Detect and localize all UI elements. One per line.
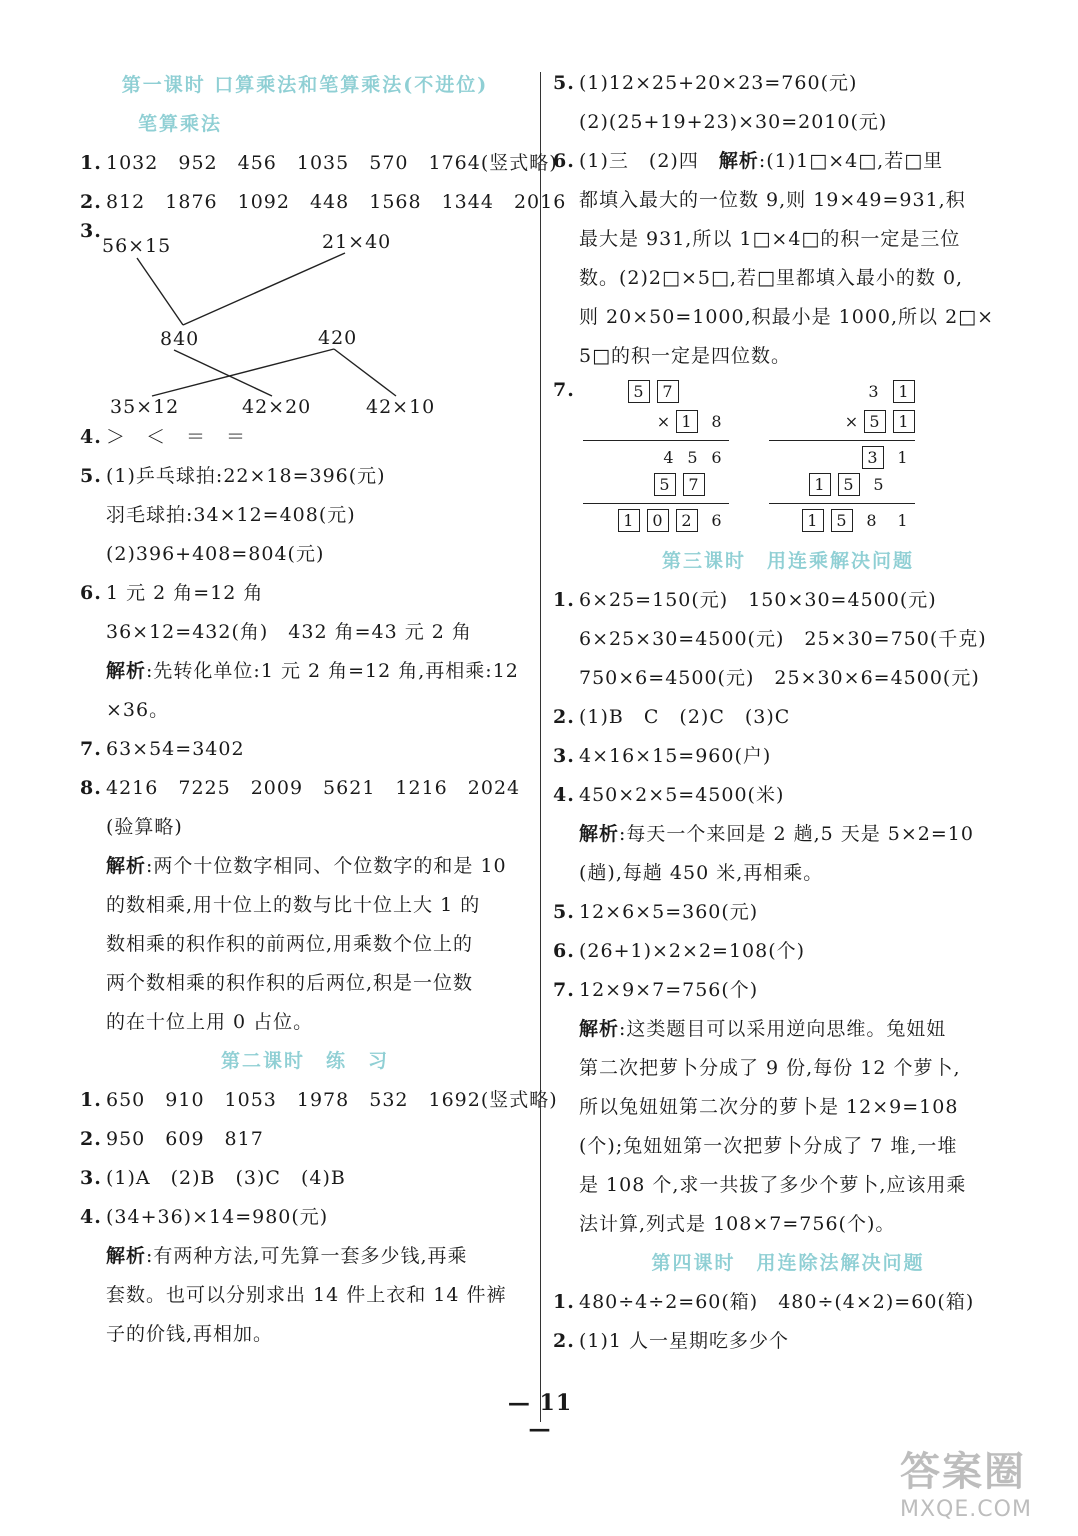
analysis-text: 数。(2)2□×5□,若□里都填入最小的数 0,: [579, 267, 964, 289]
analysis-text: :这类题目可以采用逆向思维。兔妞妞: [619, 1018, 947, 1040]
answer-text: 1 元 2 角=12 角: [106, 582, 264, 604]
answer-s1-line: 6×25×30=4500(元) 25×30=750(千克): [579, 628, 987, 650]
analysis-text: :(1)1□×4□,若□里: [758, 150, 944, 172]
page-number: — 11 —: [507, 1390, 573, 1442]
calc-row-1: [583, 380, 729, 410]
answer-s3: [553, 737, 1023, 776]
item-number: 2.: [553, 1330, 575, 1352]
answer-text: 950 609 817: [106, 1128, 264, 1150]
match-line: [137, 258, 183, 325]
times-sign: ×: [656, 412, 672, 431]
calc-row-2: [583, 410, 729, 441]
digit: 8: [866, 511, 878, 530]
digit-box: 1: [809, 473, 831, 496]
answer-s4: [553, 776, 1023, 815]
answer-text: 450×2×5=4500(米): [579, 784, 785, 806]
item-number: 6.: [553, 150, 575, 172]
analysis-text: 套数。也可以分别求出 14 件上衣和 14 件裤: [106, 1284, 507, 1306]
analysis-text: 是 108 个,求一共拔了多少个萝卜,应该用乘: [579, 1174, 967, 1196]
digit-box: 7: [683, 473, 705, 496]
match-line: [334, 349, 396, 396]
analysis-text: 5□的积一定是四位数。: [579, 345, 792, 367]
section-title-4: 第四课时 用连除法解决问题: [651, 1252, 925, 1274]
answer-text: 650 910 1053 1978 532 1692(竖式略): [106, 1089, 558, 1111]
match-bot-3: 42×10: [366, 396, 436, 418]
answer-d1: [553, 1283, 1023, 1322]
answer-6: [80, 574, 530, 613]
match-line: [174, 350, 272, 396]
item-number: 5.: [553, 72, 575, 94]
answer-text: (1)12×25+20×23=760(元): [579, 72, 858, 94]
answer-text: 6×25=150(元) 150×30=4500(元): [579, 589, 937, 611]
answer-text: (34+36)×14=980(元): [106, 1206, 329, 1228]
match-bot-1: 35×12: [110, 396, 180, 418]
watermark-url: MXQE.COM: [900, 1497, 1032, 1522]
item-number: 5.: [80, 465, 102, 487]
analysis-text: 所以兔妞妞第二次分的萝卜是 12×9=108: [579, 1096, 959, 1118]
watermark-logo: [900, 1440, 1070, 1526]
answer-text: 1032 952 456 1035 570 1764(竖式略): [106, 152, 558, 174]
times-sign: ×: [844, 412, 860, 431]
digit: 6: [711, 448, 723, 467]
digit-box: 1: [618, 509, 640, 532]
digit-box: 1: [893, 380, 915, 403]
analysis-text: 子的价钱,再相加。: [106, 1323, 274, 1345]
calc-row-3: [769, 441, 915, 473]
analysis-label: 解析: [106, 660, 147, 682]
analysis-text: 第二次把萝卜分成了 9 份,每份 12 个萝卜,: [579, 1057, 961, 1079]
practice-1: [80, 1081, 558, 1120]
answer-d2: [553, 1322, 1023, 1361]
practice-3: [80, 1159, 530, 1198]
calc-row-4: [769, 473, 915, 504]
item-number: 1.: [80, 1089, 102, 1111]
analysis-text: 法计算,列式是 108×7=756(个)。: [579, 1213, 896, 1235]
item-number: 2.: [553, 706, 575, 728]
digit-box: 1: [893, 410, 915, 433]
analysis-label: 解析: [106, 855, 147, 877]
digit: 6: [711, 511, 723, 530]
digit: 1: [897, 448, 909, 467]
digit-box: 1: [676, 410, 698, 433]
item-number: 3.: [80, 220, 102, 242]
section-title-3: 第三课时 用连乘解决问题: [661, 550, 914, 572]
answer-text: 4216 7225 2009 5621 1216 2024: [106, 777, 521, 799]
item-number: 6.: [80, 582, 102, 604]
answer-8: [80, 769, 530, 808]
right-column: [553, 64, 1023, 1361]
digit-box: 1: [802, 509, 824, 532]
answer-text: 480÷4÷2=60(箱) 480÷(4×2)=60(箱): [579, 1291, 975, 1313]
answer-text: (1)三 (2)四: [579, 150, 719, 172]
answer-5-line: (2)396+408=804(元): [106, 543, 325, 565]
answer-8-analysis: [80, 847, 530, 886]
section-title-1: 第一课时 口算乘法和笔算乘法(不进位): [121, 74, 489, 96]
answer-5-line: 羽毛球拍:34×12=408(元): [106, 504, 356, 526]
practice-4: [80, 1198, 530, 1237]
answer-s7-analysis: [553, 1010, 1023, 1049]
item-number: 4.: [80, 1206, 102, 1228]
digit-box: 0: [647, 509, 669, 532]
practice-2: [80, 1120, 530, 1159]
answer-3-matching: [80, 222, 530, 418]
item-number: 7.: [553, 979, 575, 1001]
answer-6-analysis: [80, 652, 530, 691]
section-subtitle-1: 笔算乘法: [137, 113, 222, 135]
answer-text: (1)B C (2)C (3)C: [579, 706, 791, 728]
digit: 1: [897, 511, 909, 530]
match-top-left: 56×15: [102, 235, 172, 257]
item-number: 2.: [80, 1128, 102, 1150]
match-top-right: 21×40: [322, 231, 392, 253]
answer-s2: [553, 698, 1023, 737]
answer-text: 812 1876 1092 448 1568 1344 2016: [106, 191, 567, 213]
digit: 4: [663, 448, 675, 467]
item-number: 1.: [553, 589, 575, 611]
calc-row-2: [769, 410, 915, 441]
item-number: 6.: [553, 940, 575, 962]
analysis-text: ×36。: [106, 699, 170, 721]
match-line: [152, 349, 334, 396]
digit-box: 5: [864, 410, 886, 433]
item-number: 4.: [553, 784, 575, 806]
answer-2: [80, 183, 567, 222]
answer-text: (1)1 人一星期吃多少个: [579, 1330, 790, 1352]
answer-text: (1)乒乓球拍:22×18=396(元): [106, 465, 386, 487]
calc-row-5: [769, 504, 915, 536]
answer-4: [80, 418, 530, 457]
digit: 8: [711, 412, 723, 431]
digit-box: 3: [862, 446, 884, 469]
item-number: 3.: [553, 745, 575, 767]
answer-s7: [553, 971, 1023, 1010]
vertical-calc-a: [583, 380, 729, 536]
item-number: 1.: [553, 1291, 575, 1313]
answer-text: (1)A (2)B (3)C (4)B: [106, 1167, 346, 1189]
calc-row-5: [583, 504, 729, 536]
analysis-text: 则 20×50=1000,积最小是 1000,所以 2□×: [579, 306, 995, 328]
item-number: 7.: [80, 738, 102, 760]
answer-s1: [553, 581, 1023, 620]
answer-5: [80, 457, 530, 496]
digit-box: 2: [676, 509, 698, 532]
analysis-text: 的数相乘,用十位上的数与比十位上大 1 的: [106, 894, 481, 916]
item-number: 2.: [80, 191, 102, 213]
calc-row-3: [583, 441, 729, 473]
answer-text: 12×6×5=360(元): [579, 901, 759, 923]
analysis-text: 数相乘的积作积的前两位,用乘数个位上的: [106, 933, 474, 955]
digit: 3: [868, 382, 880, 401]
analysis-text: :先转化单位:1 元 2 角=12 角,再相乘:12: [146, 660, 519, 682]
digit-box: 5: [628, 380, 650, 403]
item-number: 8.: [80, 777, 102, 799]
answer-text: (26+1)×2×2=108(个): [579, 940, 806, 962]
answer-1: [80, 144, 558, 183]
analysis-text: (个);兔妞妞第一次把萝卜分成了 7 堆,一堆: [579, 1135, 958, 1157]
answer-text: 4×16×15=960(户): [579, 745, 772, 767]
answer-r5: [553, 64, 1023, 103]
analysis-text: 最大是 931,所以 1□×4□的积一定是三位: [579, 228, 961, 250]
analysis-label: 解析: [718, 150, 759, 172]
calc-row-4: [583, 473, 729, 504]
match-mid-left: 840: [160, 328, 200, 350]
practice-4-analysis: [80, 1237, 530, 1276]
analysis-text: :两个十位数字相同、个位数字的和是 10: [146, 855, 507, 877]
item-number: 7.: [553, 379, 575, 401]
watermark-text: 答案圈: [900, 1449, 1026, 1495]
answer-s4-analysis: [553, 815, 1023, 854]
digit-box: 5: [838, 473, 860, 496]
analysis-label: 解析: [579, 1018, 620, 1040]
answer-r5-line: (2)(25+19+23)×30=2010(元): [579, 111, 888, 133]
vertical-calc-b: [769, 380, 915, 536]
match-mid-right: 420: [318, 327, 358, 349]
answer-s5: [553, 893, 1023, 932]
item-number: 1.: [80, 152, 102, 174]
digit: 5: [687, 448, 699, 467]
analysis-text: :每天一个来回是 2 趟,5 天是 5×2=10: [619, 823, 974, 845]
digit: 5: [873, 475, 885, 494]
answer-7: [80, 730, 530, 769]
analysis-text: :有两种方法,可先算一套多少钱,再乘: [146, 1245, 468, 1267]
section-title-2: 第二课时 练 习: [220, 1050, 389, 1072]
analysis-text: 的在十位上用 0 占位。: [106, 1011, 314, 1033]
digit-box: 5: [831, 509, 853, 532]
answer-text: ＞ ＜ ＝ ＝: [106, 426, 247, 448]
matching-diagram: [80, 222, 530, 418]
answer-text: 12×9×7=756(个): [579, 979, 759, 1001]
analysis-label: 解析: [579, 823, 620, 845]
answer-8-line: (验算略): [106, 816, 183, 838]
item-number: 5.: [553, 901, 575, 923]
analysis-label: 解析: [106, 1245, 147, 1267]
answer-r7-vertical-calcs: [553, 376, 1023, 542]
digit-box: 7: [657, 380, 679, 403]
item-number: 3.: [80, 1167, 102, 1189]
item-number: 4.: [80, 426, 102, 448]
match-line: [183, 253, 345, 325]
left-column: [80, 64, 567, 1354]
calc-row-1: [769, 380, 915, 410]
answer-s1-line: 750×6=4500(元) 25×30×6=4500(元): [579, 667, 980, 689]
digit-box: 5: [654, 473, 676, 496]
answer-s6: [553, 932, 1023, 971]
match-bot-2: 42×20: [242, 396, 312, 418]
analysis-text: 两个数相乘的积作积的后两位,积是一位数: [106, 972, 474, 994]
answer-r6: [553, 142, 1023, 181]
answer-6-line: 36×12=432(角) 432 角=43 元 2 角: [106, 621, 472, 643]
column-divider: [540, 72, 541, 1422]
analysis-text: (趟),每趟 450 米,再相乘。: [579, 862, 824, 884]
answer-text: 63×54=3402: [106, 738, 245, 760]
analysis-text: 都填入最大的一位数 9,则 19×49=931,积: [579, 189, 966, 211]
